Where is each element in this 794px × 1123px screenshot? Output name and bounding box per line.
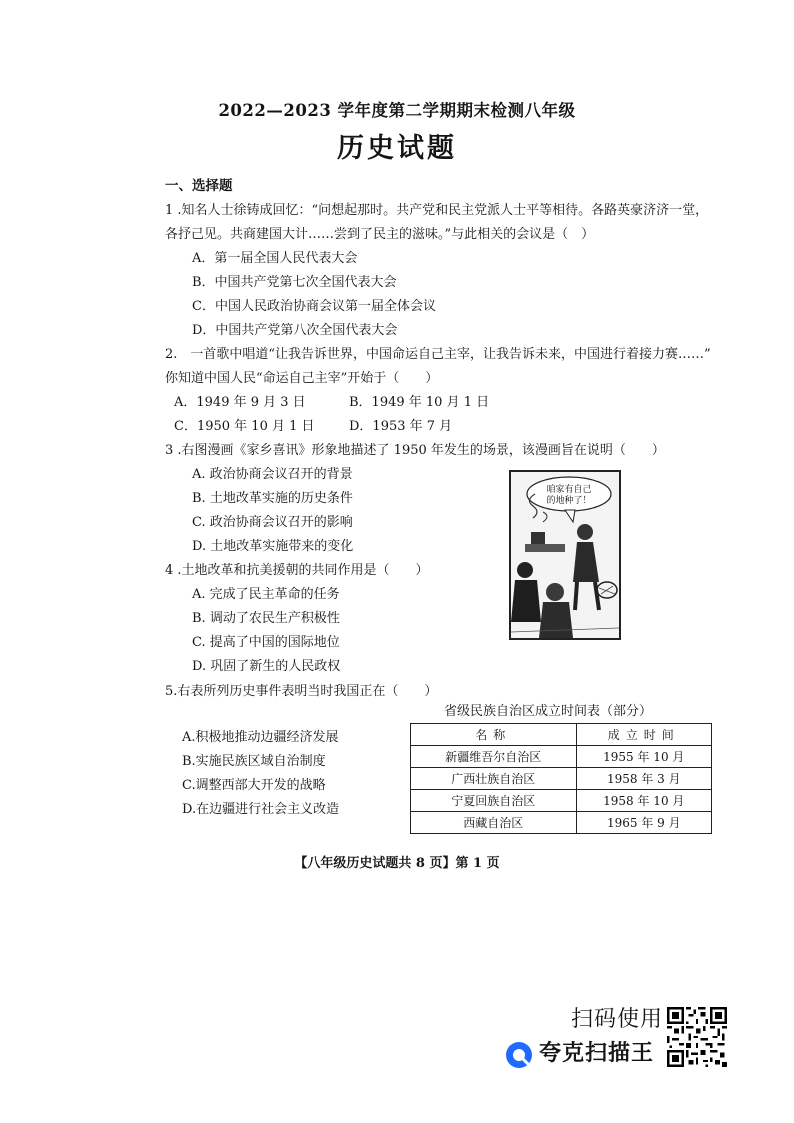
q1-option-c: C．中国人民政治协商会议第一届全体会议 [192, 299, 436, 314]
page-footer: 【八年级历史试题共 8 页】第 1 页 [294, 856, 500, 871]
q2-option-c: C．1950 年 10 月 1 日 [174, 419, 315, 434]
table-row [411, 768, 712, 790]
q1-option-b: B．中国共产党第七次全国代表大会 [192, 275, 397, 290]
q1-option-a: A．第一届全国人民代表大会 [192, 251, 358, 266]
q3-option-d: D. 土地改革实施带来的变化 [192, 539, 354, 554]
table-row [411, 790, 712, 812]
q3-option-b: B. 土地改革实施的历史条件 [192, 491, 353, 506]
q4-option-a: A. 完成了民主革命的任务 [192, 587, 340, 602]
table-cell-region: 西藏自治区 [411, 812, 577, 834]
quark-logo-icon [505, 1041, 533, 1069]
q2-option-b: B．1949 年 10 月 1 日 [349, 395, 490, 410]
q2-option-a: A．1949 年 9 月 3 日 [174, 395, 306, 410]
q3-option-c: C. 政治协商会议召开的影响 [192, 515, 353, 530]
q2-stem-line1: 2. 一首歌中唱道“让我告诉世界，中国命运自己主宰，让我告诉未来，中国进行着接力赛……” [165, 347, 711, 362]
q2-option-d: D．1953 年 7 月 [349, 419, 453, 434]
q5-option-a: A.积极地推动边疆经济发展 [182, 730, 339, 745]
q4-option-c: C. 提高了中国的国际地位 [192, 635, 340, 650]
scan-to-use-label: 扫码使用 [571, 1007, 664, 1032]
q2-stem-line2: 你知道中国人民“命运自己主宰”开始于（ ） [165, 371, 439, 386]
table-row [411, 746, 712, 768]
brand-name: 夸克扫描王 [539, 1041, 655, 1066]
table-header-name: 名称 [411, 724, 577, 746]
q1-option-d: D．中国共产党第八次全国代表大会 [192, 323, 398, 338]
q5-table-title: 省级民族自治区成立时间表（部分） [444, 704, 653, 719]
q3-stem: 3 .右图漫画《家乡喜讯》形象地描述了 1950 年发生的场景，该漫画旨在说明（ ） [165, 443, 665, 458]
q3-option-a: A. 政治协商会议召开的背景 [192, 467, 353, 482]
cartoon-bubble-line2: 的地种了！ [546, 496, 592, 506]
q5-option-c: C.调整西部大开发的战略 [182, 778, 326, 793]
q5-autonomous-region-table [410, 723, 712, 834]
q1-stem-line1: 1 .知名人士徐铸成回忆：“问想起那时。共产党和民主党派人士平等相待。各路英豪济济一堂， [165, 203, 709, 218]
table-header-date: 成立时间 [576, 724, 711, 746]
q4-stem: 4 .土地改革和抗美援朝的共同作用是（ ） [165, 563, 429, 578]
cartoon-image [509, 470, 621, 640]
table-cell-date: 1958 年 10 月 [576, 790, 711, 812]
q1-stem-line2: 各抒己见。共商建国大计……尝到了民主的滋味。”与此相关的会议是（ ） [165, 227, 595, 242]
q5-option-d: D.在边疆进行社会主义改造 [182, 802, 340, 817]
qr-code-icon[interactable] [667, 1007, 727, 1067]
exam-title: 2022—2023 学年度第二学期期末检测八年级 [218, 101, 576, 120]
subject-title: 历史试题 [337, 133, 457, 164]
q4-option-d: D. 巩固了新生的人民政权 [192, 659, 341, 674]
q5-stem: 5.右表所列历史事件表明当时我国正在（ ） [165, 684, 438, 699]
table-header-row [411, 724, 712, 746]
section-title: 一、选择题 [165, 178, 233, 194]
q4-option-b: B. 调动了农民生产积极性 [192, 611, 340, 626]
q5-option-b: B.实施民族区域自治制度 [182, 754, 326, 769]
cartoon-bubble-line1: 咱家有自己 [546, 485, 592, 495]
table-cell-region: 宁夏回族自治区 [411, 790, 577, 812]
table-cell-region: 广西壮族自治区 [411, 768, 577, 790]
table-cell-date: 1965 年 9 月 [576, 812, 711, 834]
table-cell-date: 1958 年 3 月 [576, 768, 711, 790]
table-row [411, 812, 712, 834]
cartoon-illustration [511, 472, 619, 638]
table-cell-region: 新疆维吾尔自治区 [411, 746, 577, 768]
table-cell-date: 1955 年 10 月 [576, 746, 711, 768]
